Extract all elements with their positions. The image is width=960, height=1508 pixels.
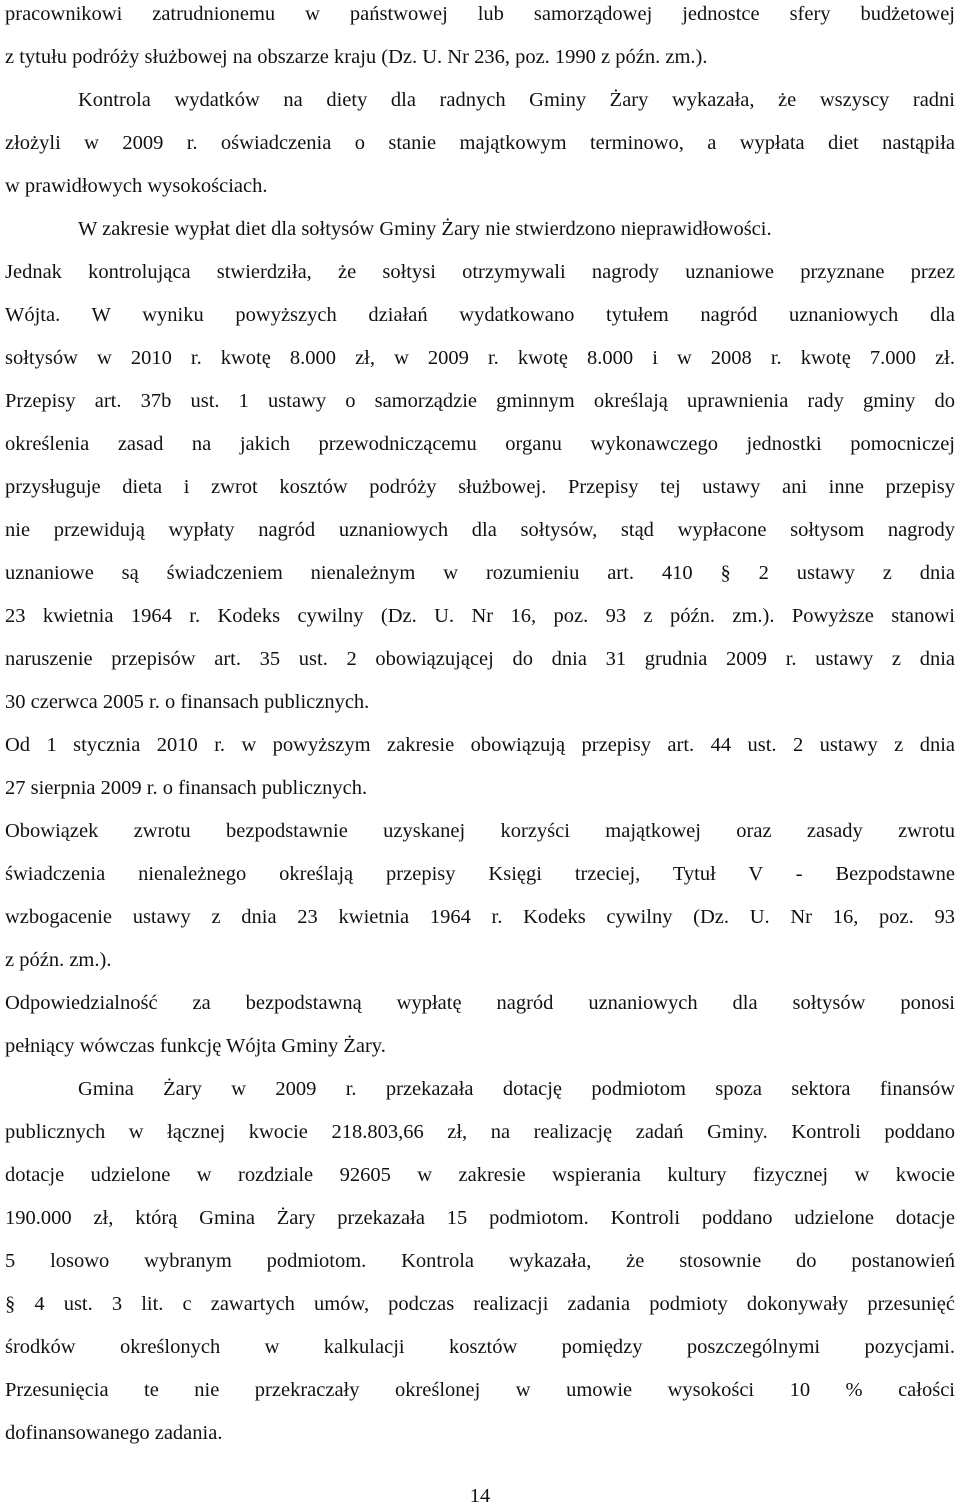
text-line: z tytułu podróży służbowej na obszarze kraju (Dz. U. Nr 236, poz. 1990 z późn. zm.).: [5, 46, 708, 68]
text-line: 27 sierpnia 2009 r. o finansach publicznych.: [5, 777, 368, 799]
text-line: naruszenie przepisów art. 35 ust. 2 obowiązującej do dnia 31 grudnia 2009 r. ustawy z dnia: [5, 648, 955, 670]
text-line: 23 kwietnia 1964 r. Kodeks cywilny (Dz. U. Nr 16, poz. 93 z późn. zm.). Powyższe stanowi: [5, 605, 955, 627]
text-line: pełniący wówczas funkcję Wójta Gminy Żary.: [5, 1035, 386, 1057]
text-line: w prawidłowych wysokościach.: [5, 175, 268, 197]
text-line: Obowiązek zwrotu bezpodstawnie uzyskanej korzyści majątkowej oraz zasady zwrotu: [5, 820, 955, 842]
text-line: świadczenia nienależnego określają przepisy Księgi trzeciej, Tytuł V - Bezpodstawne: [5, 863, 955, 885]
text-line: złożyli w 2009 r. oświadczenia o stanie majątkowym terminowo, a wypłata diet nastąpiła: [5, 132, 955, 154]
page-number: 14: [469, 1485, 491, 1507]
text-line: Od 1 stycznia 2010 r. w powyższym zakresie obowiązują przepisy art. 44 ust. 2 ustawy z dnia: [5, 734, 955, 756]
text-line: z późn. zm.).: [5, 949, 112, 971]
text-line: uznaniowe są świadczeniem nienależnym w rozumieniu art. 410 § 2 ustawy z dnia: [5, 562, 955, 584]
text-line: 5 losowo wybranym podmiotom. Kontrola wykazała, że stosownie do postanowień: [5, 1250, 955, 1272]
text-line: dofinansowanego zadania.: [5, 1422, 223, 1444]
text-line: nie przewidują wypłaty nagród uznaniowych dla sołtysów, stąd wypłacone sołtysom nagrody: [5, 519, 955, 541]
text-line: W zakresie wypłat diet dla sołtysów Gminy Żary nie stwierdzono nieprawidłowości.: [78, 218, 772, 240]
text-line: Wójta. W wyniku powyższych działań wydatkowano tytułem nagród uznaniowych dla: [5, 304, 955, 326]
text-line: Odpowiedzialność za bezpodstawną wypłatę nagród uznaniowych dla sołtysów ponosi: [5, 992, 955, 1014]
text-line: Kontrola wydatków na diety dla radnych Gminy Żary wykazała, że wszyscy radni: [78, 89, 955, 111]
text-line: Przepisy art. 37b ust. 1 ustawy o samorządzie gminnym określają uprawnienia rady gminy do: [5, 390, 955, 412]
text-line: 30 czerwca 2005 r. o finansach publicznych.: [5, 691, 370, 713]
text-line: pracownikowi zatrudnionemu w państwowej lub samorządowej jednostce sfery budżetowej: [5, 3, 955, 25]
text-line: Gmina Żary w 2009 r. przekazała dotację podmiotom spoza sektora finansów: [78, 1078, 955, 1100]
text-line: określenia zasad na jakich przewodniczącemu organu wykonawczego jednostki pomocniczej: [5, 433, 955, 455]
text-line: przysługuje dieta i zwrot kosztów podróży służbowej. Przepisy tej ustawy ani inne przepisy: [5, 476, 955, 498]
text-line: publicznych w łącznej kwocie 218.803,66 zł, na realizację zadań Gminy. Kontroli poddano: [5, 1121, 955, 1143]
text-line: § 4 ust. 3 lit. c zawartych umów, podczas realizacji zadania podmioty dokonywały przesunięć: [5, 1293, 955, 1315]
text-line: sołtysów w 2010 r. kwotę 8.000 zł, w 2009 r. kwotę 8.000 i w 2008 r. kwotę 7.000 zł.: [5, 347, 955, 369]
text-line: środków określonych w kalkulacji kosztów pomiędzy poszczególnymi pozycjami.: [5, 1336, 955, 1358]
text-line: Jednak kontrolująca stwierdziła, że sołtysi otrzymywali nagrody uznaniowe przyznane przez: [5, 261, 955, 283]
text-line: dotacje udzielone w rozdziale 92605 w zakresie wspierania kultury fizycznej w kwocie: [5, 1164, 955, 1186]
text-line: Przesunięcia te nie przekraczały określonej w umowie wysokości 10 % całości: [5, 1379, 955, 1401]
text-line: wzbogacenie ustawy z dnia 23 kwietnia 1964 r. Kodeks cywilny (Dz. U. Nr 16, poz. 93: [5, 906, 955, 928]
text-line: 190.000 zł, którą Gmina Żary przekazała 15 podmiotom. Kontroli poddano udzielone dotacje: [5, 1207, 955, 1229]
